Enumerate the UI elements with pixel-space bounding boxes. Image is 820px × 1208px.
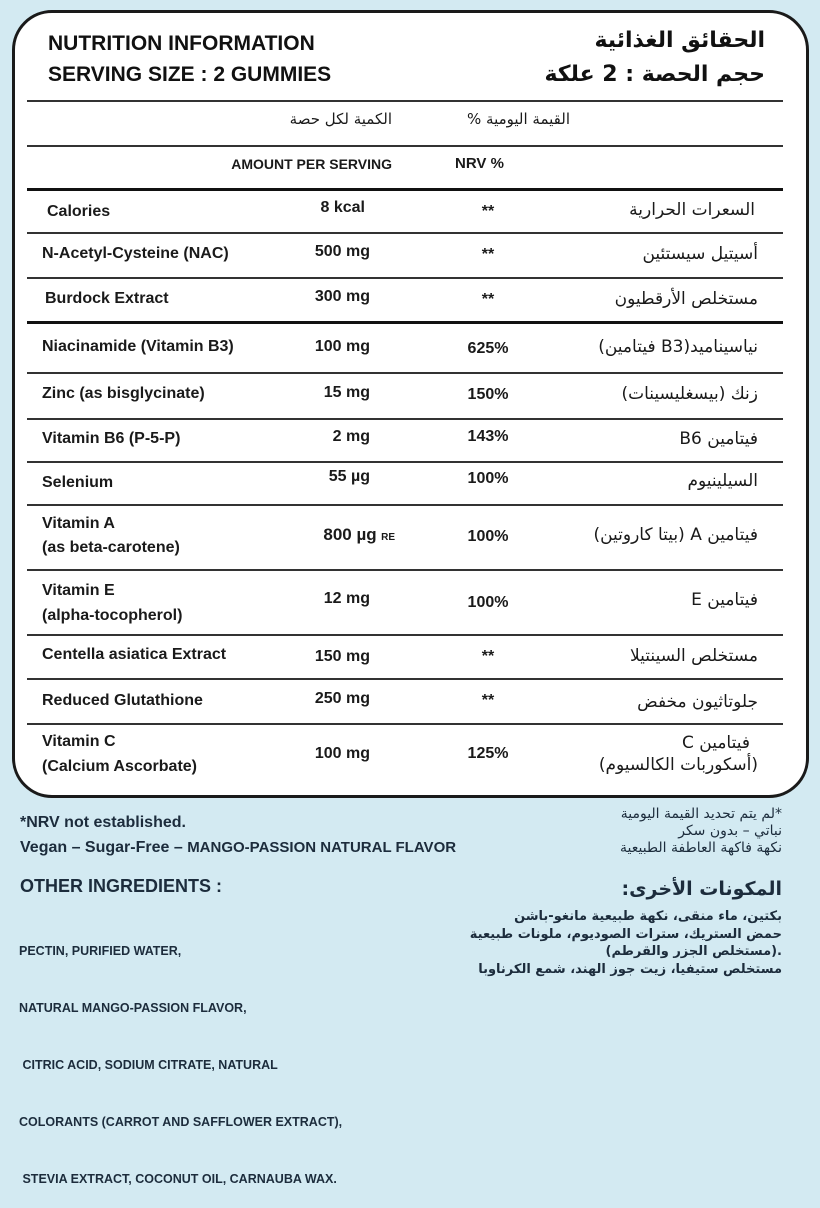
nutrient-amount bbox=[323, 525, 395, 545]
nutrient-name-en: Burdock Extract bbox=[45, 290, 169, 307]
nutrient-name-en: Niacinamide (Vitamin B3) bbox=[42, 338, 234, 355]
amount-unit-suffix: RE bbox=[381, 532, 395, 543]
ingredient-line: PECTIN, PURIFIED WATER, bbox=[19, 944, 182, 958]
ingredient-line: بكتين، ماء منقى، نكهة طبيعية مانغو-باشن bbox=[514, 909, 782, 924]
divider bbox=[27, 372, 783, 374]
notes-ar bbox=[620, 806, 782, 857]
other-ingredients-title-en: OTHER INGREDIENTS : bbox=[20, 876, 223, 896]
serving-size-ar: حجم الحصة : 2 علكة bbox=[544, 62, 765, 87]
serving-size-en: SERVING SIZE : 2 GUMMIES bbox=[48, 63, 332, 86]
divider-thick bbox=[27, 321, 783, 324]
divider bbox=[27, 461, 783, 463]
divider bbox=[27, 418, 783, 420]
nutrient-name-ar-detail: (أسكوربات الكالسيوم) bbox=[598, 755, 758, 775]
nutrient-amount: 55 µg bbox=[328, 468, 370, 485]
nutrient-name-en-detail: (Calcium Ascorbate) bbox=[42, 758, 197, 775]
flavor-en: MANGO-PASSION NATURAL FLAVOR bbox=[187, 839, 457, 856]
column-header-nrv-ar: القيمة اليومية % bbox=[467, 110, 570, 128]
nutrient-nrv: ** bbox=[481, 692, 495, 709]
nutrient-nrv: 150% bbox=[467, 386, 509, 403]
nutrient-amount: 15 mg bbox=[323, 384, 370, 401]
nutrient-name-ar: أسيتيل سيستئين bbox=[642, 244, 758, 264]
nutrient-name-en-detail: (as beta-carotene) bbox=[42, 539, 180, 556]
nutrient-nrv: 125% bbox=[467, 745, 509, 762]
column-header-amount-ar: الكمية لكل حصة bbox=[289, 110, 392, 128]
nutrient-name-ar: نياسيناميد(B3 فيتامين) bbox=[598, 337, 758, 357]
nutrient-name-ar: فيتامين E bbox=[691, 590, 758, 610]
nutrient-name-en: N-Acetyl-Cysteine (NAC) bbox=[42, 245, 229, 262]
nutrient-amount: 100 mg bbox=[314, 338, 370, 355]
divider-thick bbox=[27, 188, 783, 191]
nutrient-name-en-detail: (alpha-tocopherol) bbox=[42, 607, 183, 624]
nutrient-name-ar: مستخلص السينتيلا bbox=[630, 646, 758, 666]
ingredient-line: STEVIA EXTRACT, COCONUT OIL, CARNAUBA WAX. bbox=[19, 1172, 337, 1186]
nutrient-name-en: Vitamin A bbox=[42, 515, 115, 532]
vegan-line-en bbox=[20, 839, 456, 857]
vegan-sugar-free: Vegan – Sugar-Free – bbox=[20, 839, 188, 856]
nutrient-name-en: Vitamin C bbox=[42, 733, 116, 750]
nutrient-nrv: ** bbox=[481, 648, 495, 665]
nutrient-name-en: Calories bbox=[47, 203, 111, 220]
nutrient-name-ar: زنك (بيسغليسينات) bbox=[621, 384, 758, 404]
nutrient-amount: 250 mg bbox=[314, 690, 370, 707]
other-ingredients-title-ar: المكونات الأخرى: bbox=[621, 878, 782, 900]
nutrient-name-ar: فيتامين C bbox=[681, 733, 750, 753]
nutrient-name-en: Reduced Glutathione bbox=[42, 692, 203, 709]
nrv-note-en: *NRV not established. bbox=[20, 814, 186, 831]
vegan-line-ar: نباتي – بدون سكر bbox=[678, 823, 782, 839]
nutrient-amount: 300 mg bbox=[314, 288, 370, 305]
nutrient-name-en: Centella asiatica Extract bbox=[42, 646, 227, 663]
amount-value: 800 µg bbox=[323, 525, 377, 544]
nutrient-name-ar: مستخلص الأرقطيون bbox=[614, 289, 758, 309]
divider bbox=[27, 504, 783, 506]
nutrient-nrv: 100% bbox=[467, 470, 509, 487]
header-english bbox=[48, 28, 331, 90]
divider bbox=[27, 232, 783, 234]
nutrient-nrv: 625% bbox=[467, 340, 509, 357]
nutrient-nrv: 100% bbox=[467, 528, 509, 545]
other-ingredients-list-en bbox=[19, 904, 342, 1208]
nutrient-name-ar: السعرات الحرارية bbox=[629, 200, 755, 220]
divider bbox=[27, 634, 783, 636]
header-arabic bbox=[544, 24, 765, 92]
ingredient-line: NATURAL MANGO-PASSION FLAVOR, bbox=[19, 1001, 247, 1015]
nutrient-nrv: ** bbox=[481, 246, 495, 263]
title-en: NUTRITION INFORMATION bbox=[48, 32, 315, 55]
ingredient-line: CITRIC ACID, SODIUM CITRATE, NATURAL bbox=[19, 1058, 278, 1072]
nutrient-amount: 150 mg bbox=[314, 648, 370, 665]
ingredient-line: حمض الستريك، سترات الصوديوم، ملونات طبيعية bbox=[469, 926, 782, 942]
nutrient-name-ar: جلوتاثيون مخفض bbox=[637, 692, 758, 712]
column-header-nrv-en: NRV % bbox=[455, 155, 504, 172]
other-ingredients-list-ar bbox=[470, 908, 782, 978]
nutrient-amount: 12 mg bbox=[323, 590, 370, 607]
divider bbox=[27, 100, 783, 102]
nutrient-nrv: ** bbox=[481, 291, 495, 308]
flavor-ar: نكهة فاكهة العاطفة الطبيعية bbox=[620, 840, 782, 856]
nutrient-name-ar: فيتامين A (بيتا كاروتين) bbox=[593, 525, 758, 545]
nutrient-name-en: Zinc (as bisglycinate) bbox=[42, 385, 205, 402]
nutrient-amount: 100 mg bbox=[314, 745, 370, 762]
ingredient-line: مستخلص ستيفيا، زيت جوز الهند، شمع الكرناوبا bbox=[478, 961, 782, 977]
nutrient-name-en: Vitamin B6 (P-5-P) bbox=[42, 430, 181, 447]
divider bbox=[27, 277, 783, 279]
nutrient-nrv: ** bbox=[481, 203, 495, 220]
ingredient-line: .(مستخلص الجزر والقرطم) bbox=[605, 944, 782, 959]
nutrient-nrv: 100% bbox=[467, 594, 509, 611]
divider bbox=[27, 723, 783, 725]
divider bbox=[27, 145, 783, 147]
divider bbox=[27, 569, 783, 571]
nutrient-name-ar: السيلينيوم bbox=[687, 471, 758, 491]
nutrient-amount: 500 mg bbox=[314, 243, 370, 260]
nutrient-nrv: 143% bbox=[467, 428, 509, 445]
nrv-note-ar: *لم يتم تحديد القيمة اليومية bbox=[620, 806, 782, 822]
nutrient-amount: 2 mg bbox=[332, 428, 370, 445]
nutrient-name-en: Vitamin E bbox=[42, 582, 115, 599]
nutrient-amount: 8 kcal bbox=[320, 199, 365, 216]
ingredient-line: COLORANTS (CARROT AND SAFFLOWER EXTRACT), bbox=[19, 1115, 343, 1129]
nutrient-name-ar: فيتامين B6 bbox=[679, 429, 758, 449]
nutrient-name-en: Selenium bbox=[42, 474, 114, 491]
title-ar: الحقائق الغذائية bbox=[594, 28, 765, 53]
divider bbox=[27, 678, 783, 680]
column-header-amount-en: AMOUNT PER SERVING bbox=[231, 156, 392, 172]
